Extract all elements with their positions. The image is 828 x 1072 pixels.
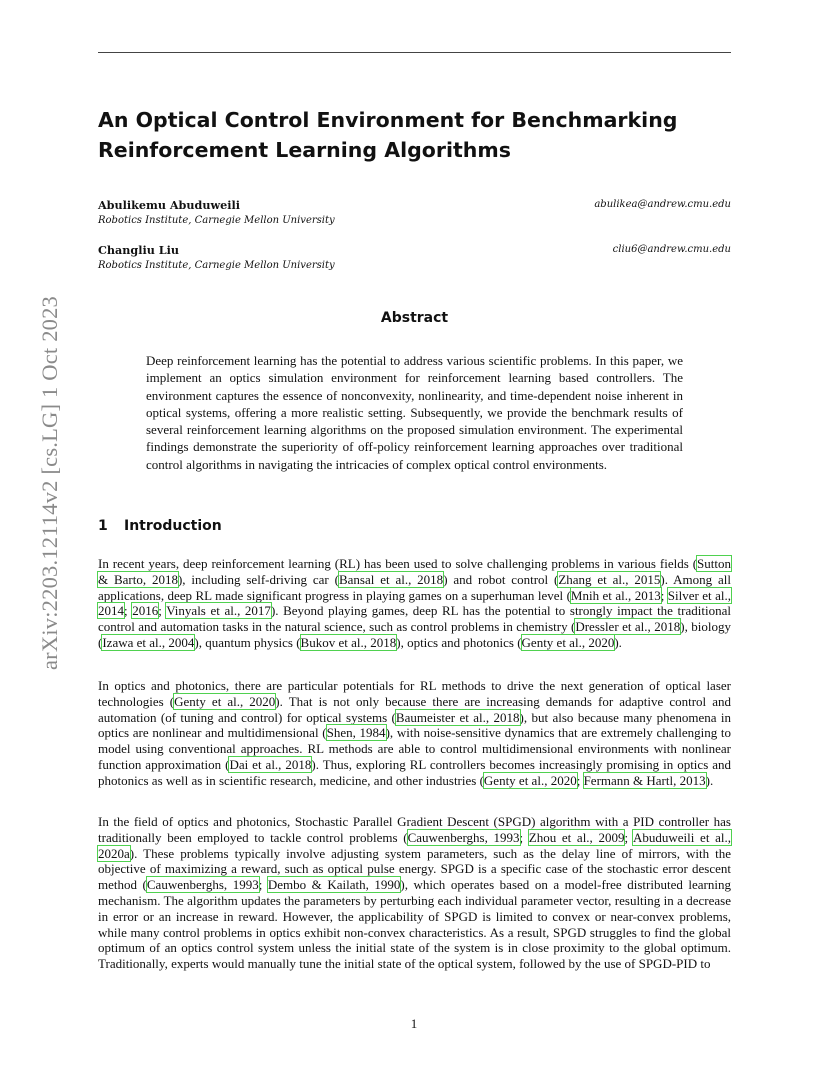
citation-link[interactable]: Silver et al., 2014 <box>98 587 732 619</box>
citation-link[interactable]: Fermann & Hartl, 2013 <box>583 772 706 788</box>
paragraph-text: ; <box>519 829 529 845</box>
section-title: Introduction <box>124 518 222 534</box>
intro-paragraph-1 <box>98 556 731 651</box>
paragraph-text: ) and robot control ( <box>443 571 559 587</box>
author-affiliation: Robotics Institute, Carnegie Mellon University <box>98 215 335 226</box>
citation-link[interactable]: Abuduweili et al., 2020a <box>98 829 731 861</box>
paragraph-text: ), quantum physics ( <box>194 634 301 650</box>
citation-link[interactable]: Shen, 1984 <box>326 725 386 741</box>
paragraph-text: ). That is not only because there are increasing demands for adaptive control and automation (of tuning and control) for optical systems ( <box>98 693 731 725</box>
author-email[interactable]: cliu6@andrew.cmu.edu <box>612 244 731 255</box>
citation-link[interactable]: Sutton & Barto, 2018 <box>98 556 731 587</box>
paragraph-text: ; <box>624 829 634 845</box>
paragraph-text: ). <box>705 772 714 788</box>
intro-paragraph-2 <box>98 678 731 789</box>
abstract-text: Deep reinforcement learning has the potential to address various scientific problems. In this paper, we implement an optics simulation environment for reinforcement learning based controllers. The environment captures the essence of nonconvexity, nonlinearity, and time-dependent noise inherent in optical systems, offering a more realistic setting. Subsequently, we provide the benchmark results of several reinforcement learning algorithms on the proposed simulation environment. The experimental findings demonstrate the superiority of off-policy reinforcement learning approaches over traditional control algorithms in navigating the intricacies of complex optical control environments. <box>146 353 683 472</box>
citation-link[interactable]: Cauwenberghs, 1993 <box>146 877 259 893</box>
page-number: 1 <box>410 1016 418 1031</box>
citation-link[interactable]: Bansal et al., 2018 <box>338 571 444 587</box>
paragraph-text: In optics and photonics, there are particular potentials for RL methods to drive the next generation of optical laser technologies ( <box>98 678 731 709</box>
citation-link[interactable]: Vinyals et al., 2017 <box>166 603 271 619</box>
citation-link[interactable]: Genty et al., 2020 <box>174 693 276 709</box>
paper-title <box>98 105 738 165</box>
arxiv-stamp: arXiv:2203.12114v2 [cs.LG] 1 Oct 2023 <box>37 295 62 670</box>
paragraph-text: ; <box>258 877 268 893</box>
citation-link[interactable]: 2016 <box>132 603 159 619</box>
citation-link[interactable]: Mnih et al., 2013 <box>570 587 661 603</box>
citation-link[interactable]: Cauwenberghs, 1993 <box>407 829 520 845</box>
citation-link[interactable]: Zhou et al., 2009 <box>528 829 625 845</box>
paragraph-text: ), including self-driving car ( <box>177 571 339 587</box>
author-email[interactable]: abulikea@andrew.cmu.edu <box>594 199 731 210</box>
header-rule <box>98 52 731 53</box>
citation-link[interactable]: Dai et al., 2018 <box>229 756 312 772</box>
citation-link[interactable]: Dembo & Kailath, 1990 <box>267 877 401 893</box>
author-name: Changliu Liu <box>98 243 180 257</box>
paragraph-text: ), which operates based on a model-free distributed learning mechanism. The algorithm updates the parameters by perturbing each individual parameter vector, resulting in a decrease in error or an increase in reward. However, the applicability of SPGD is limited to convex or near-convex problems, while many control problems in optics exhibit non-convex characteristics. As a result, SPGD struggles to find the global optimum of an optics control system unless the initial state of the system is in close proximity to the global optimum. Traditionally, experts would manually tune the initial state of the optical system, followed by the use of SPGD-PID to <box>98 877 731 972</box>
paragraph-text: ; <box>576 772 584 788</box>
paragraph-text: ), optics and photonics ( <box>396 634 522 650</box>
citation-link[interactable]: Baumeister et al., 2018 <box>395 709 520 725</box>
section-number: 1 <box>98 518 108 534</box>
paragraph-text: ). Among all applications, deep RL made significant progress in playing games on a superhuman level ( <box>98 571 731 603</box>
paragraph-text: ). Thus, exploring RL controllers becomes increasingly promising in optics and photonics as well as in scientific research, medicine, and other industries ( <box>98 756 731 788</box>
author-name: Abulikemu Abuduweili <box>98 198 240 212</box>
citation-link[interactable]: Izawa et al., 2004 <box>102 634 195 650</box>
paragraph-text: In recent years, deep reinforcement learning (RL) has been used to solve challenging problems in various fields ( <box>98 556 698 571</box>
author-block-1 <box>98 198 731 226</box>
citation-link[interactable]: Zhang et al., 2015 <box>558 571 661 587</box>
paragraph-text: ), biology ( <box>98 619 731 650</box>
citation-link[interactable]: Genty et al., 2020 <box>521 634 615 650</box>
citation-link[interactable]: Genty et al., 2020 <box>483 772 577 788</box>
paragraph-text: ), with noise-sensitive dynamics that are extremely challenging to model using conventional approaches. RL methods are able to control multidimensional environments with nonlinear function approximation ( <box>98 725 732 772</box>
paragraph-text: ; <box>124 603 133 619</box>
intro-paragraph-3 <box>98 814 731 972</box>
author-block-2 <box>98 243 731 271</box>
author-affiliation: Robotics Institute, Carnegie Mellon University <box>98 260 335 271</box>
abstract-heading: Abstract <box>380 310 449 326</box>
citation-link[interactable]: Bukov et al., 2018 <box>300 634 397 650</box>
paragraph-text: ), but also because many phenomena in optics are nonlinear and multidimensional ( <box>98 709 732 741</box>
section-heading <box>98 518 222 534</box>
title-line-1: An Optical Control Environment for Benchmarking <box>98 108 678 132</box>
paragraph-text: In the field of optics and photonics, Stochastic Parallel Gradient Descent (SPGD) algorithm with a PID controller has traditionally been employed to tackle control problems ( <box>98 814 731 845</box>
paragraph-text: ). These problems typically involve adjusting system parameters, such as the delay line of mirrors, with the objective of maximizing a reward, such as optical pulse energy. SPGD is a specific case of the stochastic error descent method ( <box>98 845 731 893</box>
paragraph-text: ). Beyond playing games, deep RL has the potential to strongly impact the traditional control and automation tasks in the natural science, such as control problems in chemistry ( <box>98 603 731 635</box>
citation-link[interactable]: Dressler et al., 2018 <box>575 619 681 635</box>
paragraph-text: ). <box>614 634 622 650</box>
paragraph-text: ; <box>158 603 167 619</box>
title-line-2: Reinforcement Learning Algorithms <box>98 138 511 162</box>
paragraph-text: ; <box>660 587 668 603</box>
